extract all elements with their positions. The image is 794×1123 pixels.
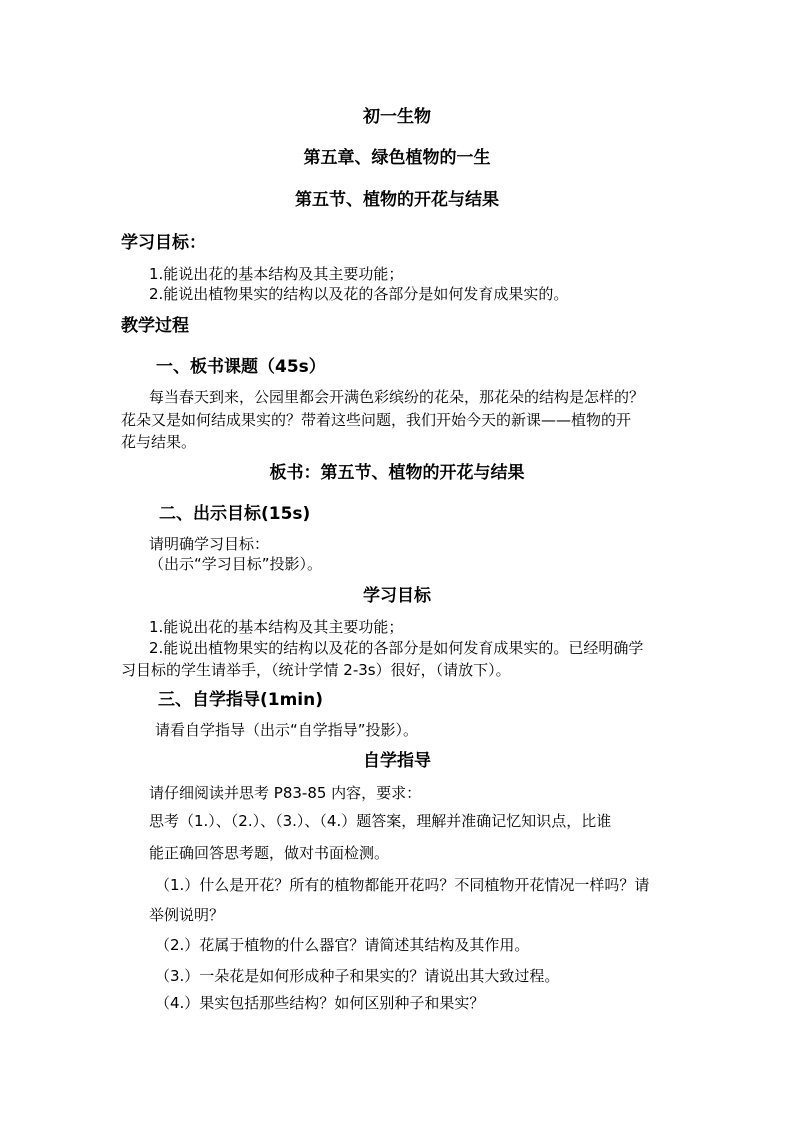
question-1-line-1: （1.）什么是开花？所有的植物都能开花吗？不同植物开花情况一样吗？请 — [155, 876, 650, 894]
part2-heading: 二、出示目标(15s) — [159, 504, 311, 524]
part1-heading: 一、板书课题（45s） — [156, 357, 326, 377]
part3-think-line-2: 能正确回答思考题，做对书面检测。 — [149, 844, 390, 862]
part2-line-2: （出示“学习目标”投影）。 — [149, 555, 323, 573]
part1-paragraph-line-1: 每当春天到来，公园里都会开满色彩缤纷的花朵，那花朵的结构是怎样的？ — [149, 388, 645, 406]
part3-center-title: 自学指导 — [363, 751, 431, 771]
part2-goal-line-3: 习目标的学生请举手，（统计学情 2-3s）很好，（请放下）。 — [121, 661, 511, 679]
part1-paragraph-line-3: 花与结果。 — [121, 433, 197, 451]
title-chapter: 第五章、绿色植物的一生 — [303, 148, 491, 168]
goal-item-2: 2.能说出植物果实的结构以及花的各部分是如何发育成果实的。 — [149, 285, 569, 303]
part3-requirement-line: 请仔细阅读并思考 P83-85 内容，要求： — [149, 784, 422, 802]
part2-goal-line-2: 2.能说出植物果实的结构以及花的各部分是如何发育成果实的。已经明确学 — [149, 639, 644, 657]
question-2: （2.）花属于植物的什么器官？请简述其结构及其作用。 — [155, 936, 530, 954]
goal-item-1: 1.能说出花的基本结构及其主要功能； — [149, 265, 404, 283]
part3-think-line-1: 思考（1.）、（2.）、（3.）、（4.）题答案，理解并准确记忆知识点，比谁 — [149, 812, 612, 830]
question-4: （4.）果实包括那些结构？如何区别种子和果实？ — [155, 994, 485, 1012]
question-3: （3.）一朵花是如何形成种子和果实的？请说出其大致过程。 — [155, 967, 560, 985]
part3-heading: 三、自学指导(1min) — [158, 690, 324, 710]
part2-goal-line-1: 1.能说出花的基本结构及其主要功能； — [149, 618, 404, 636]
title-section: 第五节、植物的开花与结果 — [295, 190, 499, 210]
part3-line: 请看自学指导（出示“自学指导”投影）。 — [155, 721, 419, 739]
board-title: 板书：第五节、植物的开花与结果 — [269, 463, 525, 483]
question-1-line-2: 举例说明？ — [149, 906, 225, 924]
process-heading: 教学过程 — [121, 316, 189, 336]
part2-line-1: 请明确学习目标： — [149, 535, 270, 553]
part2-center-title: 学习目标 — [363, 586, 431, 606]
goals-heading: 学习目标： — [121, 233, 206, 253]
title-subject: 初一生物 — [363, 107, 431, 127]
part1-paragraph-line-2: 花朵又是如何结成果实的？带着这些问题，我们开始今天的新课——植物的开 — [121, 411, 632, 429]
